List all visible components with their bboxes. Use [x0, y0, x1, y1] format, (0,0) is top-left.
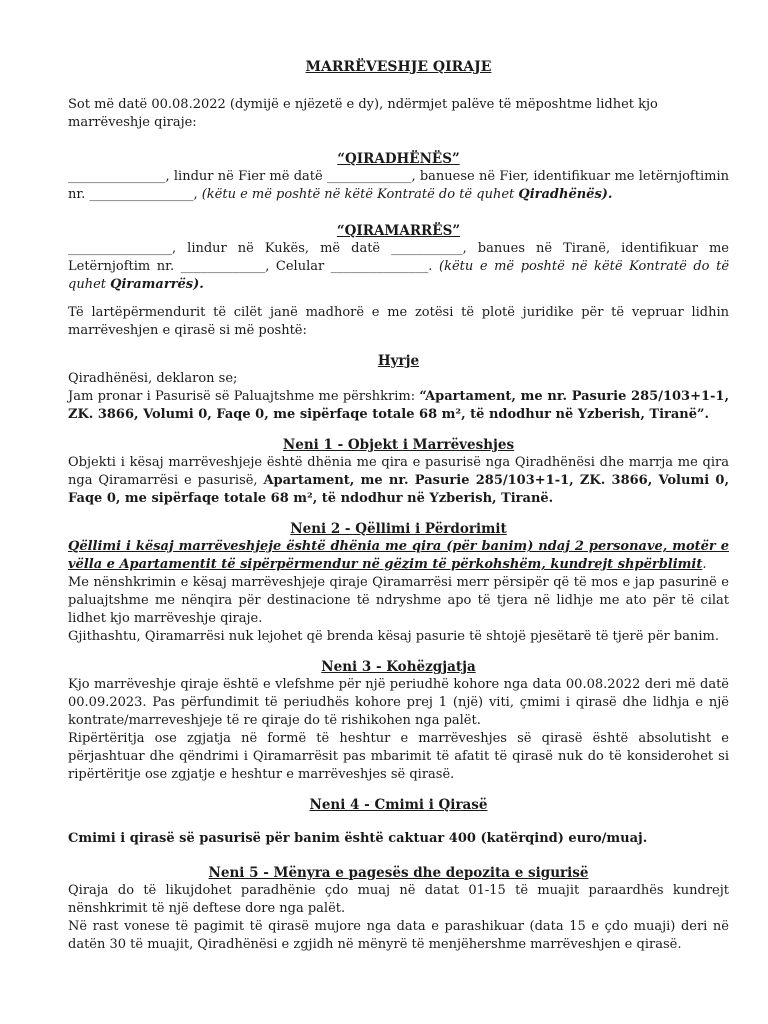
hyrje-line2-plain: Jam pronar i Pasurisë së Paluajtshme me përshkrim:	[68, 389, 420, 404]
neni3-para1: Kjo marrëveshje qiraje është e vlefshme për një periudhë kohore nga data 00.08.2022 deri më datë 00.09.2023. Pas përfundimit të periudhës kohore prej 1 (një) viti, çmimi i qirasë dhe lidhja e një kontrate/marreveshjeje të re qiraje do të rishikohen nga palët.	[68, 677, 729, 728]
neni2-para1: Me nënshkrimin e kësaj marrëveshjeje qiraje Qiramarrësi merr përsipër që të mos e jap pasurinë e paluajtshme me nënqira për destinacione të ndryshme apo të tjera në lidhje me ato për të cilat lidhet kjo marrëveshje qiraje.	[68, 575, 729, 626]
landlord-details	[68, 168, 729, 204]
intro-paragraph: Sot më datë 00.08.2022 (dymijë e njëzetë e dy), ndërmjet palëve të mëposhtme lidhet kjo marrëveshje qiraje:	[68, 97, 658, 130]
neni2-heading: Neni 2 - Qëllimi i Përdorimit	[290, 521, 507, 537]
landlord-line1: _______________, lindur në Fier më datë _____________, banuese në Fier, identifikuar me letërnjoftimin nr.	[68, 169, 729, 202]
neni1-text	[68, 454, 729, 508]
landlord-line2-bold: Qiradhënës).	[518, 187, 613, 202]
landlord-heading: “QIRADHËNËS”	[337, 151, 460, 167]
neni5-para2: Në rast vonese të pagimit të qirasë mujore nga data e parashikuar (data 15 e çdo muaji) deri në datën 30 të muajit, Qiradhënësi e zgjidh në mënyrë të menjëhershme marrëveshjen e qirasë.	[68, 919, 729, 952]
capacity-paragraph: Të lartëpërmendurit të cilët janë madhorë e me zotësi të plotë juridike për të vepruar lidhin marrëveshjen e qirasë si më poshtë:	[68, 305, 729, 338]
neni4-heading: Neni 4 - Cmimi i Qirasë	[309, 797, 488, 813]
neni1-text-plain: Objekti i kësaj marrëveshjeje është dhënia me qira e pasurisë nga Qiradhënësi dhe marrja me qira nga Qiramarrësi e pasurisë,	[68, 455, 729, 488]
neni3-para2: Ripërtëritja ose zgjatja në formë të heshtur e marrëveshjes së qirasë është absolutisht e përjashtuar dhe qëndrimi i Qiramarrësit pas mbarimit të afatit të qirasë nuk do të konsiderohet si ripërtëritje ose zgjatje e heshtur e marrëveshjes së qirasë.	[68, 731, 729, 782]
tenant-line1: ________________, lindur në Kukës, më datë ___________, banues në Tiranë, identifikuar me Letërnjoftim nr.	[68, 241, 729, 274]
hyrje-heading: Hyrje	[377, 353, 420, 369]
tenant-line2-plain: _____________, Celular _______________.	[180, 259, 433, 274]
tenant-line2-italic: (këtu e më poshtë në këtë Kontratë do të quhet	[68, 259, 730, 292]
tenant-line2-bold: Qiramarrës).	[110, 277, 204, 292]
neni1-heading: Neni 1 - Objekt i Marrëveshjes	[282, 437, 515, 453]
neni4-text: Cmimi i qirasë së pasurisë për banim është caktuar 400 (katërqind) euro/muaj.	[68, 831, 648, 846]
tenant-heading: “QIRAMARRËS”	[336, 223, 461, 239]
neni2-para2: Gjithashtu, Qiramarrësi nuk lejohet që brenda kësaj pasurie të shtojë pjesëtarë të tjerë për banim.	[68, 629, 719, 644]
hyrje-line2	[68, 388, 729, 424]
tenant-details	[68, 240, 729, 294]
neni5-para1: Qiraja do të likujdohet paradhënie çdo muaj në datat 01-15 të muajit paraardhës kundrejt nënshkrimit të një deftese dore nga palët.	[68, 883, 729, 916]
neni1-text-bold: Apartament, me nr. Pasurie 285/103+1-1, ZK. 3866, Volumi 0, Faqe 0, me sipërfaqe totale 68 m², të ndodhur në Yzberish, Tiranë.	[68, 473, 729, 506]
hyrje-line1: Qiradhënësi, deklaron se;	[68, 371, 238, 386]
neni3-heading: Neni 3 - Kohëzgjatja	[321, 659, 476, 675]
document-title: MARRËVESHJE QIRAJE	[305, 59, 492, 75]
landlord-line2-italic: (këtu e më poshtë në këtë Kontratë do të quhet	[197, 187, 519, 202]
hyrje-line2-bold: “Apartament, me nr. Pasurie 285/103+1-1, ZK. 3866, Volumi 0, Faqe 0, me sipërfaqe totale 68 m², të ndodhur në Yzberish, Tiranë”.	[68, 389, 729, 422]
landlord-line2-blank: ________________,	[89, 187, 198, 202]
neni2-purpose	[68, 538, 729, 574]
neni2-purpose-end: .	[702, 557, 707, 572]
neni5-heading: Neni 5 - Mënyra e pagesës dhe depozita e sigurisë	[208, 865, 589, 881]
neni2-purpose-text: Qëllimi i kësaj marrëveshjeje është dhënia me qira (për banim) ndaj 2 personave, motër e vëlla e Apartamentit të sipërpërmendur në gëzim të përkohshëm, kundrejt shpërblimit	[68, 539, 729, 572]
